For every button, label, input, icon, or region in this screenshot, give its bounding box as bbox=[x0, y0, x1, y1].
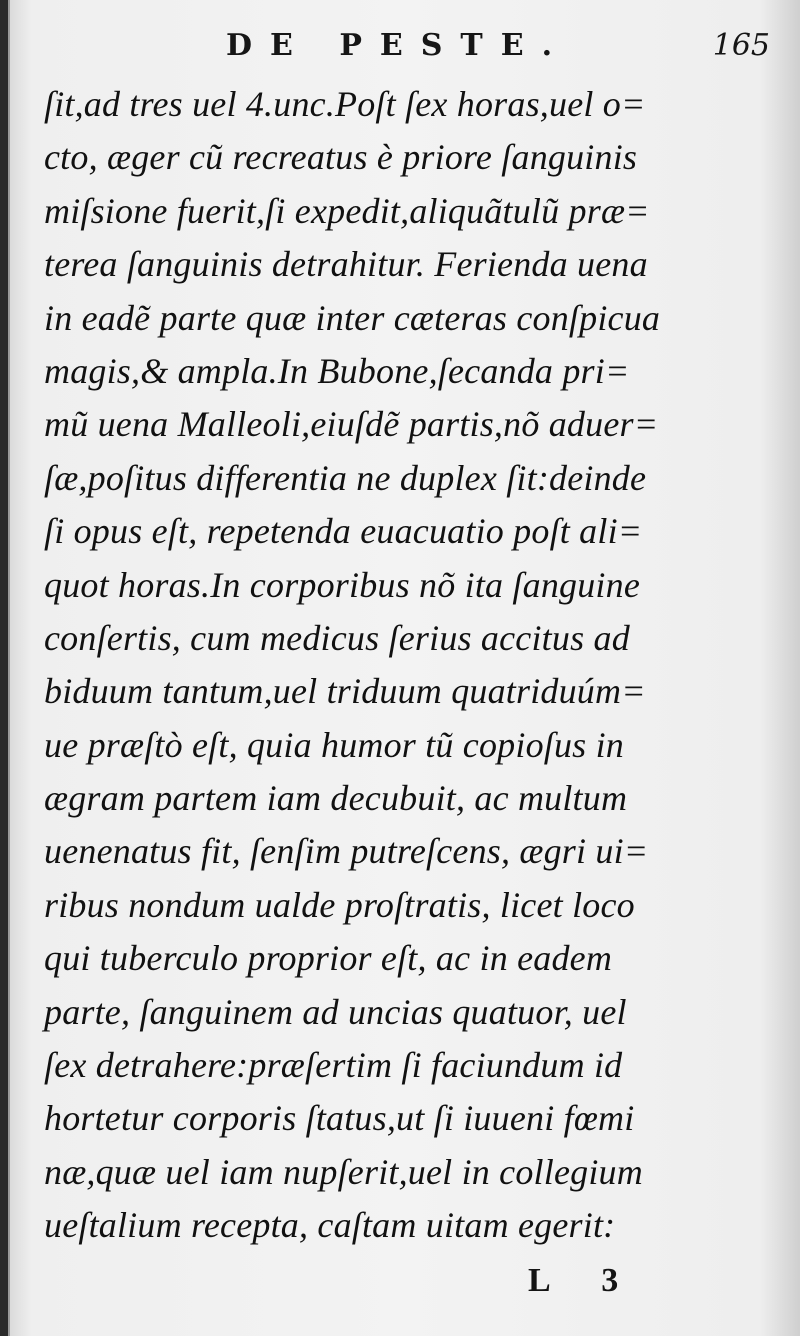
running-head-title: DE PESTE. bbox=[226, 28, 571, 63]
page-footer bbox=[8, 1262, 800, 1312]
page-number: 165 bbox=[712, 28, 770, 63]
page-gutter-shadow bbox=[0, 0, 8, 1336]
text-line: cto, æger cũ recreatus è priore ſanguinis bbox=[44, 137, 638, 178]
book-page bbox=[8, 0, 800, 1336]
text-line: qui tuberculo proprior eſt, ac in eadem bbox=[44, 938, 613, 979]
text-line: næ,quæ uel iam nupſerit,uel in collegium bbox=[44, 1151, 643, 1192]
text-line: terea ſanguinis detrahitur. Ferienda uena bbox=[44, 244, 648, 285]
text-line: ſit,ad tres uel 4.unc.Poſt ſex horas,uel o= bbox=[44, 84, 646, 124]
text-line: ægram partem iam decubuit, ac multum bbox=[44, 778, 628, 819]
text-line: hortetur corporis ſtatus,ut ſi iuueni fœmi bbox=[44, 1098, 635, 1139]
page-edge bbox=[8, 0, 10, 1336]
text-line: miſsione fuerit,ſi expedit,aliquãtulũ præ= bbox=[44, 190, 650, 231]
text-line: ueſtalium recepta, caſtam uitam egerit: bbox=[44, 1205, 616, 1246]
text-line: conſertis, cum medicus ſerius accitus ad bbox=[44, 617, 630, 658]
text-line: parte, ſanguinem ad uncias quatuor, uel bbox=[44, 991, 627, 1032]
text-line: ue præſtò eſt, quia humor tũ copioſus in bbox=[44, 724, 624, 765]
text-line: ſi opus eſt, repetenda euacuatio poſt ali= bbox=[44, 511, 643, 552]
text-line: mũ uena Malleoli,eiuſdẽ partis,nõ aduer= bbox=[44, 404, 659, 445]
running-head bbox=[8, 28, 800, 68]
body-text bbox=[44, 78, 774, 1253]
text-line: ſæ,poſitus differentia ne duplex ſit:deinde bbox=[44, 457, 647, 498]
text-line: quot horas.In corporibus nõ ita ſanguine bbox=[44, 564, 641, 605]
text-line: ribus nondum ualde proſtratis, licet loco bbox=[44, 884, 635, 925]
text-line: magis,& ampla.In Bubone,ſecanda pri= bbox=[44, 350, 630, 391]
text-line: in eadẽ parte quæ inter cæteras conſpicua bbox=[44, 297, 661, 338]
text-line: uenenatus fit, ſenſim putreſcens, ægri ui= bbox=[44, 831, 649, 872]
signature-mark: L 3 bbox=[528, 1262, 641, 1299]
text-line: ſex detrahere:præſertim ſi faciundum id bbox=[44, 1045, 623, 1086]
text-line: biduum tantum,uel triduum quatriduúm= bbox=[44, 671, 646, 712]
